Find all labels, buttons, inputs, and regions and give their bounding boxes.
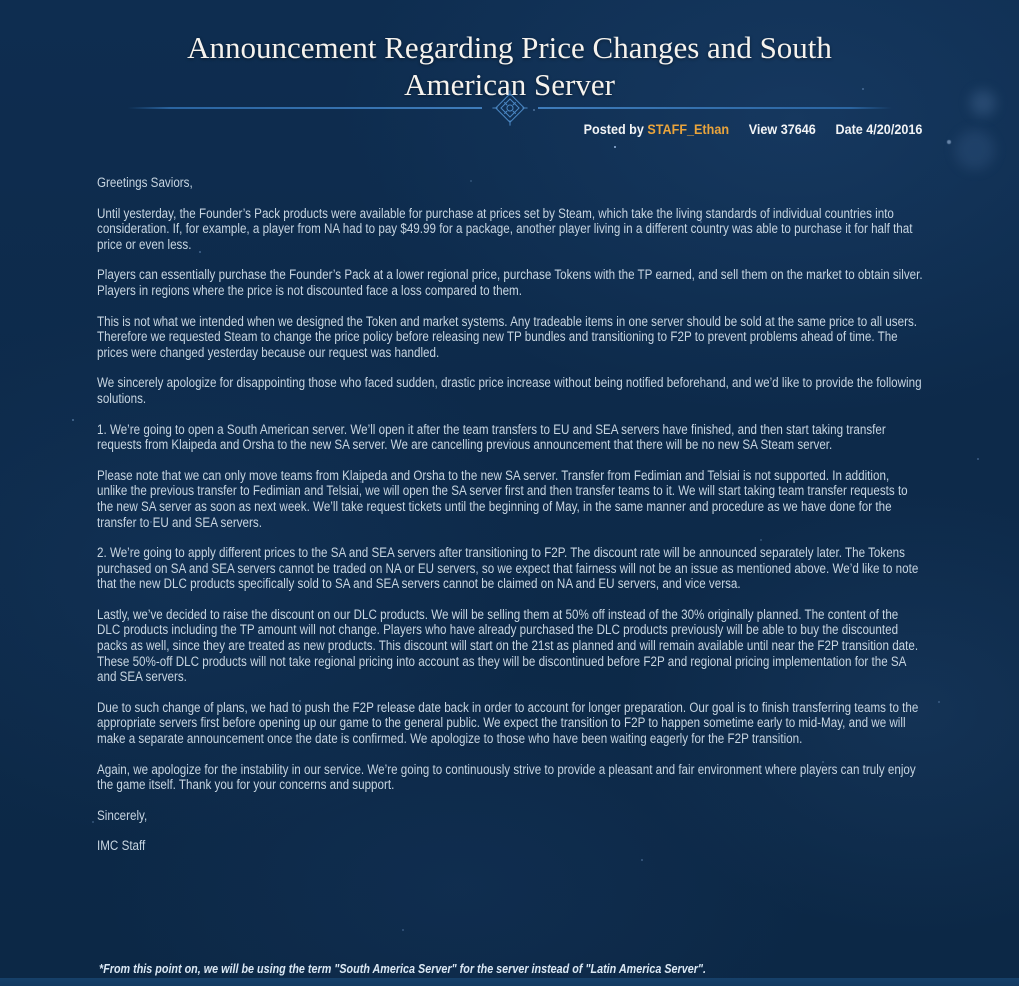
paragraph: We sincerely apologize for disappointing those who faced sudden, drastic price increase without being notified beforehand, and we’d like to provide the following solutions. <box>97 375 922 406</box>
date-value: 4/20/2016 <box>865 121 922 137</box>
paragraph: This is not what we intended when we designed the Token and market systems. Any tradeable items in one server should be sold at the same price to all users. Therefore we requested Steam to change the price policy before releasing new TP bundles and transitioning to F2P to prevent problems ahead of time. The prices were changed yesterday because our request was handled. <box>97 313 918 360</box>
paragraph-greeting: Greetings Saviors, <box>97 175 193 190</box>
paragraph: Again, we apologize for the instability in our service. We’re going to continuously strive to provide a pleasant and fair environment where players can truly enjoy the game itself. Thank you for your concerns and support. <box>97 761 916 793</box>
view-label: View <box>748 121 777 137</box>
page-title-text: Announcement Regarding Price Changes and South American Server <box>187 29 832 102</box>
paragraph-solution-1: 1. We’re going to open a South American server. We’ll open it after the team transfers to EU and SEA servers have finished, and then start taking transfer requests from Klaipeda and Orsha to the new SA server. We are cancelling previous announcement that there will be no new SA Steam server. <box>97 421 886 453</box>
paragraph: Lastly, we’ve decided to raise the discount on our DLC products. We will be selling them at 50% off instead of the 30% originally planned. The content of the DLC products including the TP amount will not change. Players who have already purchased the DLC products previously will be able to buy the discounted packs as well, since they are treated as new products. This discount will start on the 21st as planned and will remain available until near the F2P transition date. These 50%-off DLC products will not take regional pricing into account as they will be discontinued before F2P and regional pricing implementation for the SA and SEA servers. <box>97 606 919 685</box>
article-body <box>97 175 923 869</box>
paragraph: Due to such change of plans, we had to push the F2P release date back in order to account for longer preparation. Our goal is to finish transferring teams to the appropriate servers first before opening up our game to the general public. We expect the transition to F2P to happen sometime early to mid-May, and we will make a separate announcement once the date is confirmed. We apologize to those who have been waiting eagerly for the F2P transition. <box>97 699 919 747</box>
paragraph: Until yesterday, the Founder’s Pack products were available for purchase at prices set by Steam, which take the living standards of individual countries into consideration. If, for example, a player from NA had to pay $49.99 for a package, another player living in a different country was able to purchase it for half that price or even less. <box>97 205 913 252</box>
view-count: 37646 <box>780 121 816 137</box>
author-link[interactable]: STAFF_Ethan <box>646 121 729 137</box>
date-label: Date <box>835 121 863 137</box>
paragraph-signoff: Sincerely, <box>97 807 148 823</box>
compass-star-ornament-icon <box>491 89 529 127</box>
footnote: *From this point on, we will be using the term "South America Server" for the server instead of "Latin America Server". <box>99 962 707 976</box>
paragraph-signature: IMC Staff <box>97 838 146 854</box>
paragraph: Players can essentially purchase the Founder’s Pack at a lower regional price, purchase Tokens with the TP earned, and sell them on the market to obtain silver. Players in regions where the price is not discounted face a loss compared to them. <box>97 267 923 298</box>
post-meta <box>583 121 922 137</box>
divider-line-left <box>128 107 482 109</box>
nebula-glow <box>955 130 995 170</box>
paragraph-solution-2: 2. We’re going to apply different prices to the SA and SEA servers after transitioning to F2P. The discount rate will be announced separately later. The Tokens purchased on SA and SEA servers cannot be traded on NA or EU servers, so we expect that fairness will not be an issue as mentioned above. We’d like to note that the new DLC products specifically sold to SA and SEA servers cannot be claimed on NA and EU servers, and vice versa. <box>97 545 919 592</box>
starfield-background <box>0 0 2 2</box>
bottom-section-band <box>0 978 1019 986</box>
divider-line-right <box>538 107 892 109</box>
posted-by-label: Posted by <box>583 121 644 137</box>
paragraph: Please note that we can only move teams from Klaipeda and Orsha to the new SA server. Transfer from Fedimian and Telsiai is not supported. In addition, unlike the previous transfer to Fedimian and Telsiai, we will open the SA server first and then transfer teams to it. We will start taking team transfer requests to the new SA server as soon as next week. We’ll take request tickets until the beginning of May, in the same manner and procedure as we have done for the transfer to EU and SEA servers. <box>97 467 908 530</box>
